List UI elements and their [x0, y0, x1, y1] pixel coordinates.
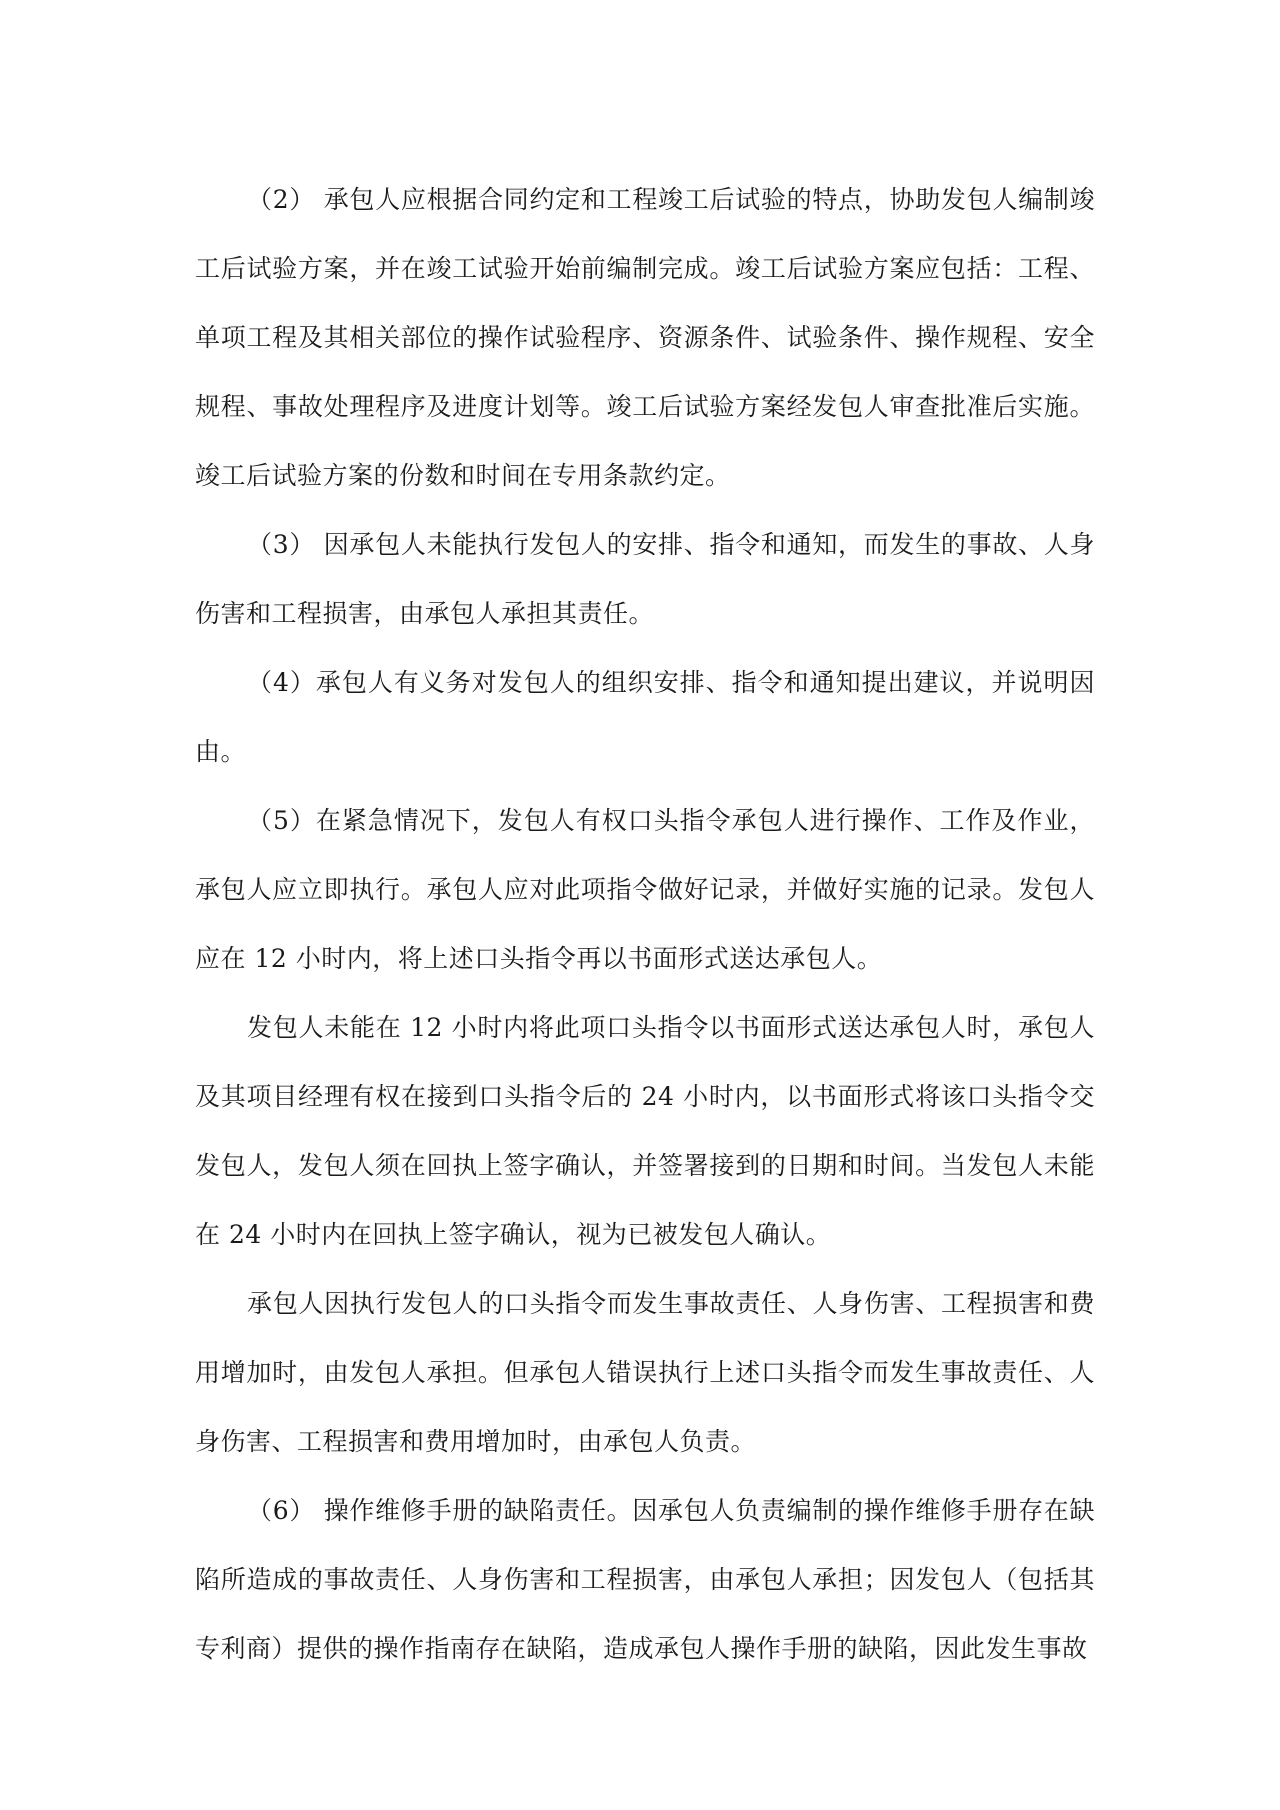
paragraph-clause-4: （4）承包人有义务对发包人的组织安排、指令和通知提出建议，并说明因由。	[195, 668, 1095, 766]
paragraph-clause-2: （2） 承包人应根据合同约定和工程竣工后试验的特点，协助发包人编制竣工后试验方案，并在竣工试验开始前编制完成。竣工后试验方案应包括：工程、单项工程及其相关部位的操作试验程序、资源条件、试验条件、操作规程、安全规程、事故处理程序及进度计划等。竣工后试验方案经发包人审查批准后实施。竣工后试验方案的份数和时间在专用条款约定。	[195, 185, 1095, 490]
paragraph-clause-3: （3） 因承包人未能执行发包人的安排、指令和通知，而发生的事故、人身伤害和工程损害，由承包人承担其责任。	[195, 530, 1095, 628]
paragraph-clause-5-liability: 承包人因执行发包人的口头指令而发生事故责任、人身伤害、工程损害和费用增加时，由发包人承担。但承包人错误执行上述口头指令而发生事故责任、人身伤害、工程损害和费用增加时，由承包人负责。	[195, 1289, 1095, 1456]
paragraph-clause-5-written-confirmation: 发包人未能在 12 小时内将此项口头指令以书面形式送达承包人时，承包人及其项目经理有权在接到口头指令后的 24 小时内，以书面形式将该口头指令交发包人，发包人须在回执上签字确认，并签署接到的日期和时间。当发包人未能在 24 小时内在回执上签字确认，视为已被发包人确认。	[195, 1013, 1095, 1249]
document-body	[195, 165, 1095, 1683]
paragraph-clause-6: （6） 操作维修手册的缺陷责任。因承包人负责编制的操作维修手册存在缺陷所造成的事故责任、人身伤害和工程损害，由承包人承担；因发包人（包括其专利商）提供的操作指南存在缺陷，造成承包人操作手册的缺陷，因此发生事故	[195, 1496, 1095, 1663]
paragraph-clause-5: （5）在紧急情况下，发包人有权口头指令承包人进行操作、工作及作业，承包人应立即执行。承包人应对此项指令做好记录，并做好实施的记录。发包人应在 12 小时内，将上述口头指令再以书面形式送达承包人。	[195, 806, 1095, 973]
